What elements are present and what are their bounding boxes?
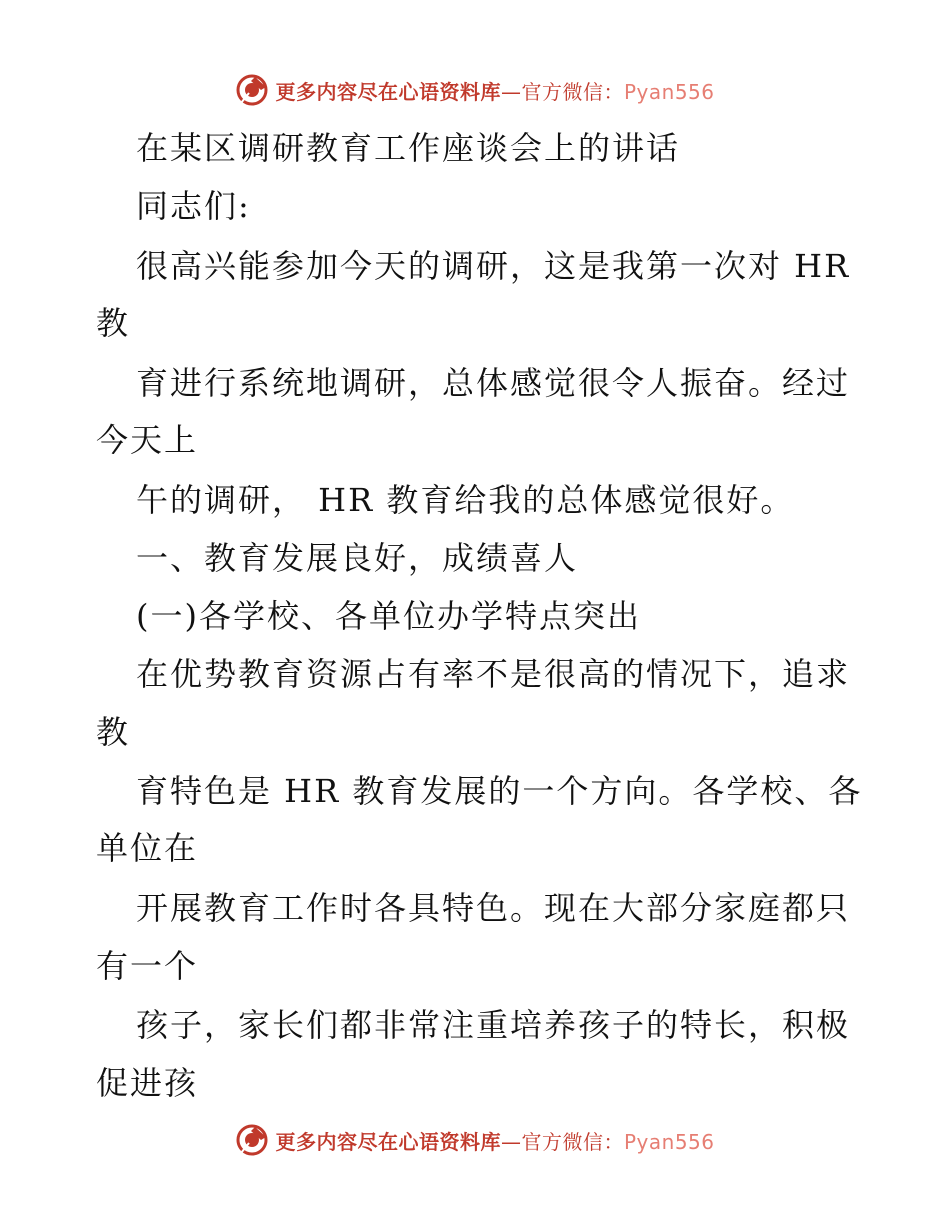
body-line: 今天上 [96,421,199,459]
body-line: 育进行系统地调研，总体感觉很令人振奋。经过 [136,364,851,402]
pen-circle-logo-icon [235,1123,269,1157]
body-line: 午的调研， HR 教育给我的总体感觉很好。 [136,481,795,519]
document-title: 在某区调研教育工作座谈会上的讲话 [136,129,681,167]
body-line: 在优势教育资源占有率不是很高的情况下，追求 [136,655,851,693]
pen-circle-logo-icon [235,73,269,107]
watermark-wechat-label: 官方微信： [521,79,624,104]
watermark-footer [0,1120,950,1160]
body-line: 促进孩 [96,1064,199,1102]
watermark-wechat-id: Pyan556 [623,79,715,104]
subsection-heading: (一)各学校、各单位办学特点突出 [136,597,641,635]
watermark-header [0,70,950,110]
salutation: 同志们: [136,187,251,225]
body-line: 有一个 [96,947,199,985]
section-heading: 一、教育发展良好，成绩喜人 [136,539,579,577]
watermark-main-text: 更多内容尽在心语资料库 [275,79,501,104]
watermark-main-text: 更多内容尽在心语资料库 [275,1129,501,1154]
body-line: 孩子，家长们都非常注重培养孩子的特长，积极 [136,1006,851,1044]
body-line: 教 [96,713,131,751]
body-line: 育特色是 HR 教育发展的一个方向。各学校、各 [136,772,863,810]
body-line: 教 [96,304,131,342]
watermark-wechat-label: 官方微信： [521,1129,624,1154]
body-line: 单位在 [96,829,199,867]
watermark-separator: — [500,79,522,104]
body-line: 开展教育工作时各具特色。现在大部分家庭都只 [136,889,851,927]
watermark-separator: — [500,1129,522,1154]
watermark-wechat-id: Pyan556 [623,1129,715,1154]
body-line: 很高兴能参加今天的调研，这是我第一次对 HR [136,247,851,285]
